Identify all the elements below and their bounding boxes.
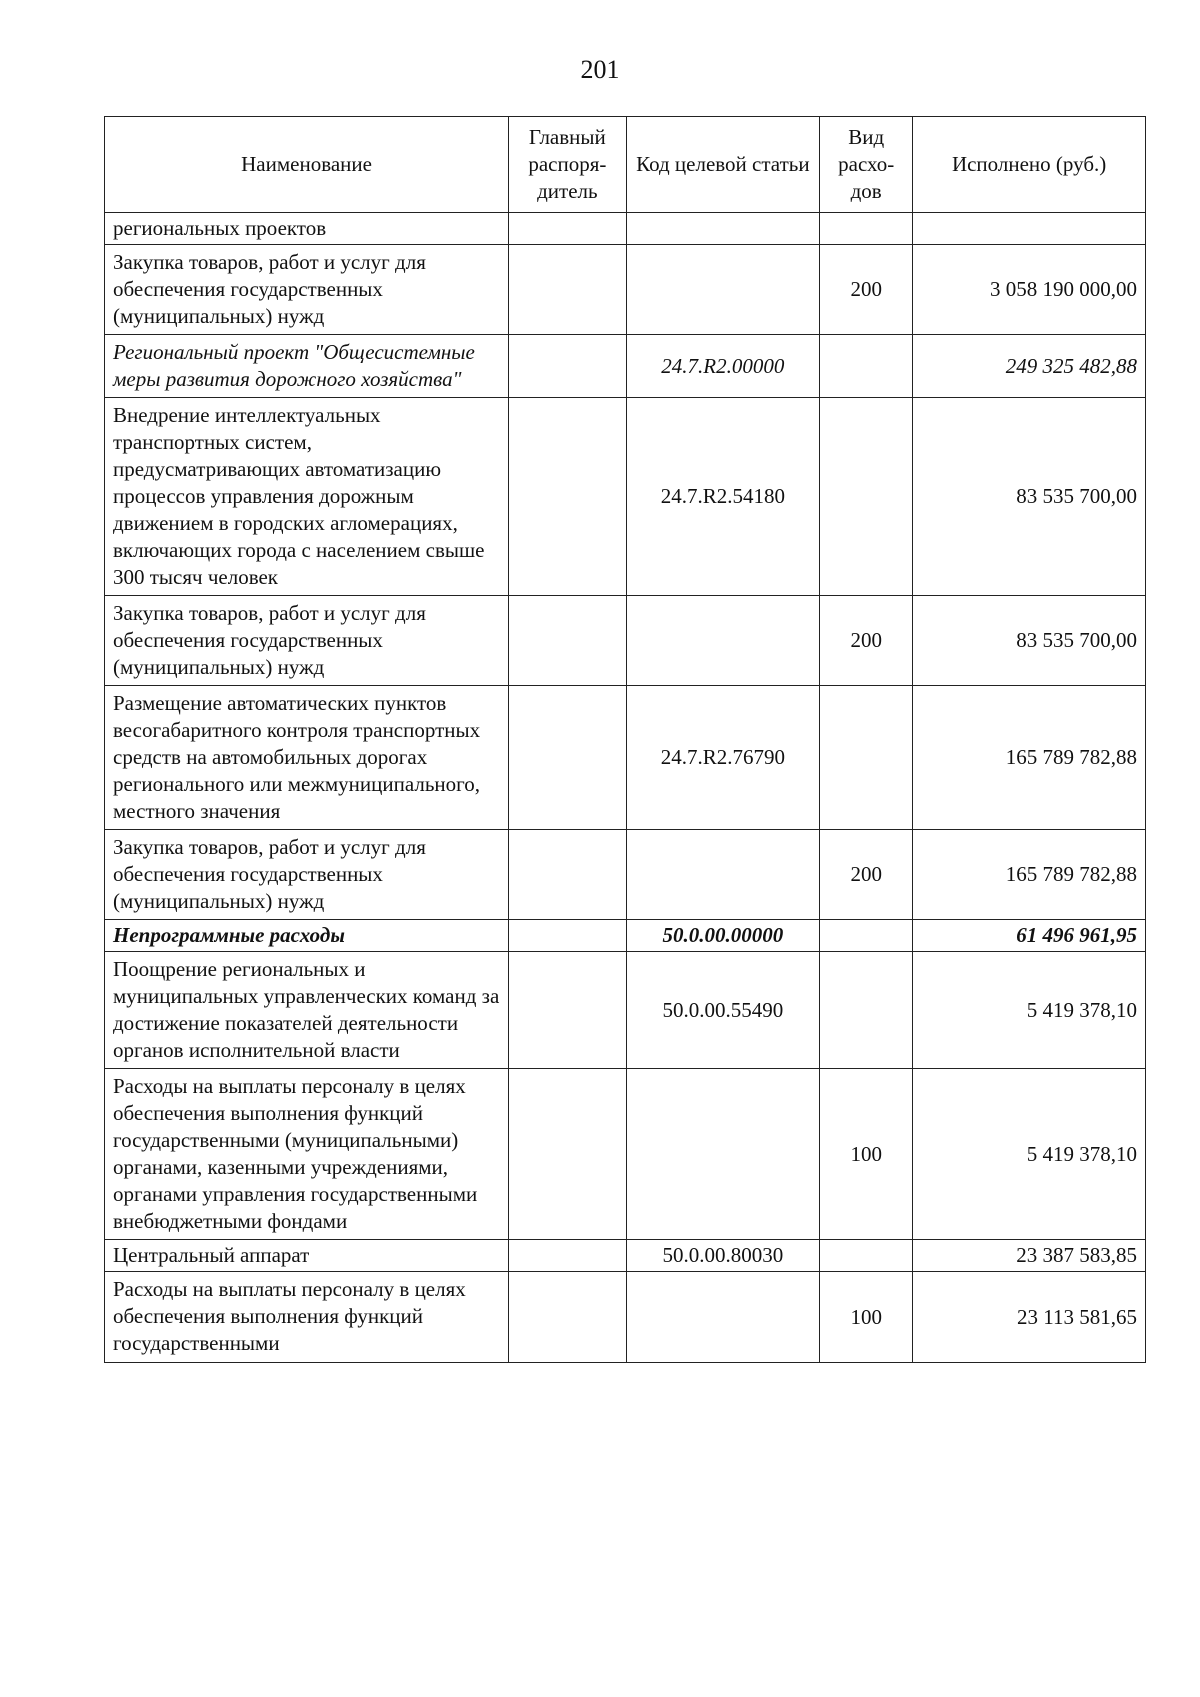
row-code: 24.7.R2.54180 xyxy=(626,398,820,596)
row-code xyxy=(626,245,820,335)
row-kind xyxy=(820,335,913,398)
row-code: 24.7.R2.76790 xyxy=(626,686,820,830)
row-name: региональных проектов xyxy=(105,213,509,245)
row-kind xyxy=(820,213,913,245)
row-sum: 249 325 482,88 xyxy=(913,335,1146,398)
row-name: Поощрение региональных и муниципальных управленческих команд за достижение показателей деятельности органов исполнительной власти xyxy=(105,952,509,1069)
row-sum xyxy=(913,213,1146,245)
row-kind: 200 xyxy=(820,596,913,686)
row-name: Закупка товаров, работ и услуг для обеспечения государственных (муниципальных) нужд xyxy=(105,596,509,686)
row-name: Непрограммные расходы xyxy=(105,920,509,952)
table-row xyxy=(105,213,1146,245)
row-kind: 200 xyxy=(820,830,913,920)
row-name: Закупка товаров, работ и услуг для обеспечения государственных (муниципальных) нужд xyxy=(105,245,509,335)
row-sum: 23 387 583,85 xyxy=(913,1240,1146,1272)
row-code: 50.0.00.00000 xyxy=(626,920,820,952)
row-kind: 100 xyxy=(820,1272,913,1363)
table-row xyxy=(105,596,1146,686)
row-admin xyxy=(509,1272,626,1363)
table-row xyxy=(105,830,1146,920)
row-admin xyxy=(509,1069,626,1240)
row-admin xyxy=(509,213,626,245)
row-admin xyxy=(509,686,626,830)
row-name: Расходы на выплаты персоналу в целях обеспечения выполнения функций государственными (муниципальными) органами, казенными учреждениями, органами управления государственными внебюджетными фондами xyxy=(105,1069,509,1240)
table-row xyxy=(105,335,1146,398)
header-kind: Вид расхо-дов xyxy=(820,117,913,213)
header-name: Наименование xyxy=(105,117,509,213)
row-admin xyxy=(509,245,626,335)
row-name: Расходы на выплаты персоналу в целях обеспечения выполнения функций государственными xyxy=(105,1272,509,1363)
row-code: 24.7.R2.00000 xyxy=(626,335,820,398)
row-admin xyxy=(509,398,626,596)
table-row xyxy=(105,1240,1146,1272)
row-kind xyxy=(820,398,913,596)
row-name: Центральный аппарат xyxy=(105,1240,509,1272)
row-kind xyxy=(820,1240,913,1272)
header-admin: Главный распоря-дитель xyxy=(509,117,626,213)
header-code: Код целевой статьи xyxy=(626,117,820,213)
row-name: Закупка товаров, работ и услуг для обеспечения государственных (муниципальных) нужд xyxy=(105,830,509,920)
table-row xyxy=(105,245,1146,335)
row-name: Внедрение интеллектуальных транспортных систем, предусматривающих автоматизацию процессов управления дорожным движением в городских агломерациях, включающих города с населением свыше 300 тысяч человек xyxy=(105,398,509,596)
row-name: Размещение автоматических пунктов весогабаритного контроля транспортных средств на автомобильных дорогах регионального или межмуниципального, местного значения xyxy=(105,686,509,830)
table-row xyxy=(105,398,1146,596)
row-sum: 23 113 581,65 xyxy=(913,1272,1146,1363)
table-row xyxy=(105,920,1146,952)
row-kind: 100 xyxy=(820,1069,913,1240)
table-row xyxy=(105,1272,1146,1363)
row-sum: 83 535 700,00 xyxy=(913,596,1146,686)
row-sum: 83 535 700,00 xyxy=(913,398,1146,596)
row-sum: 165 789 782,88 xyxy=(913,830,1146,920)
budget-execution-table xyxy=(104,116,1146,1363)
table-row xyxy=(105,952,1146,1069)
row-code xyxy=(626,1069,820,1240)
row-admin xyxy=(509,952,626,1069)
row-admin xyxy=(509,335,626,398)
row-sum: 5 419 378,10 xyxy=(913,1069,1146,1240)
row-sum: 3 058 190 000,00 xyxy=(913,245,1146,335)
table-row xyxy=(105,686,1146,830)
row-admin xyxy=(509,830,626,920)
row-sum: 61 496 961,95 xyxy=(913,920,1146,952)
row-code xyxy=(626,596,820,686)
row-kind: 200 xyxy=(820,245,913,335)
row-code xyxy=(626,830,820,920)
row-admin xyxy=(509,1240,626,1272)
row-sum: 5 419 378,10 xyxy=(913,952,1146,1069)
row-kind xyxy=(820,686,913,830)
row-code xyxy=(626,213,820,245)
table-header-row xyxy=(105,117,1146,213)
row-sum: 165 789 782,88 xyxy=(913,686,1146,830)
row-code: 50.0.00.80030 xyxy=(626,1240,820,1272)
row-admin xyxy=(509,920,626,952)
table-row xyxy=(105,1069,1146,1240)
row-kind xyxy=(820,952,913,1069)
row-code xyxy=(626,1272,820,1363)
row-code: 50.0.00.55490 xyxy=(626,952,820,1069)
header-sum: Исполнено (руб.) xyxy=(913,117,1146,213)
row-admin xyxy=(509,596,626,686)
row-kind xyxy=(820,920,913,952)
page-number: 201 xyxy=(580,55,620,84)
row-name: Региональный проект "Общесистемные меры развития дорожного хозяйства" xyxy=(105,335,509,398)
